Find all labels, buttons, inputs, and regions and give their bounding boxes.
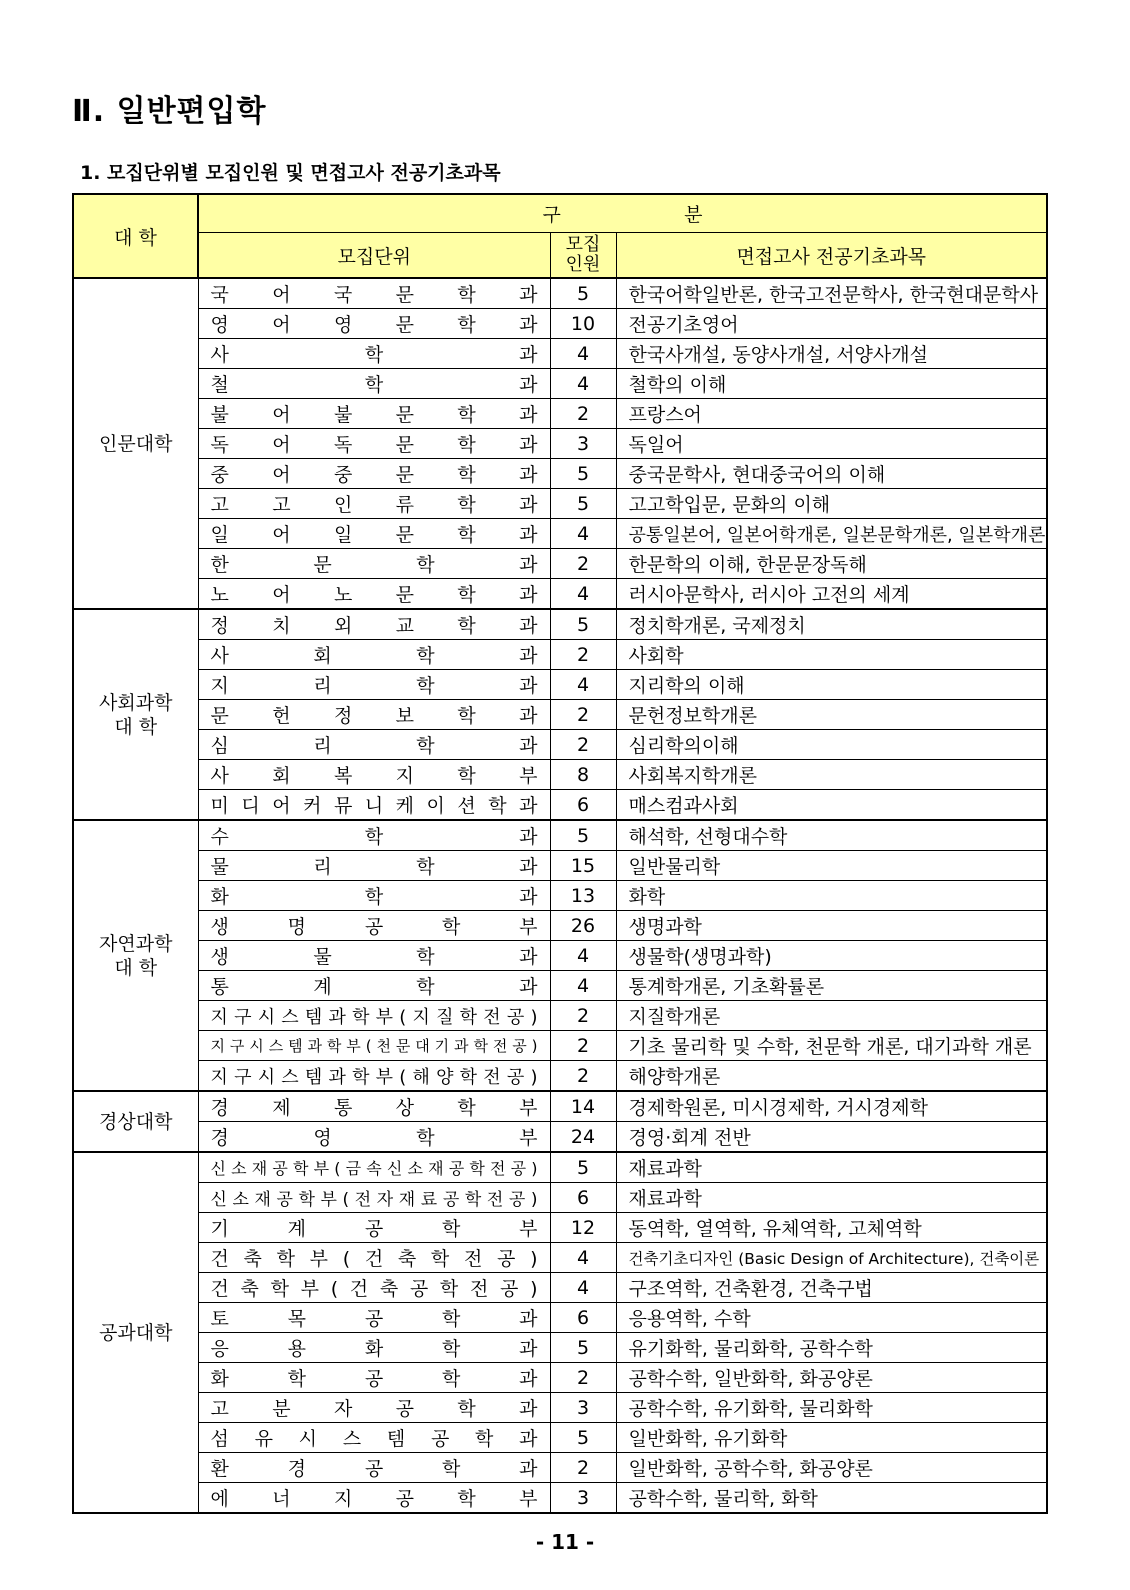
quota-cell: 4 [550, 369, 616, 399]
unit-name: 미 디 어 커 뮤 니 케 이 션 학 과 [210, 795, 538, 817]
subjects-cell: 철학의 이해 [616, 369, 1047, 399]
quota-cell: 26 [550, 911, 616, 941]
header-category: 구 분 [198, 194, 1047, 233]
subjects-cell: 지질학개론 [616, 1001, 1047, 1031]
unit-name: 화 학 공 학 과 [210, 1368, 538, 1390]
unit-cell [198, 1122, 550, 1153]
unit-cell [198, 1333, 550, 1363]
unit-name: 에 너 지 공 학 부 [210, 1488, 538, 1510]
header-unit: 모집단위 [198, 233, 550, 279]
quota-cell: 5 [550, 1423, 616, 1453]
table-row [73, 1243, 1047, 1273]
quota-cell: 15 [550, 851, 616, 881]
subjects-cell: 고고학입문, 문화의 이해 [616, 489, 1047, 519]
table-row [73, 1122, 1047, 1153]
subjects-cell: 독일어 [616, 429, 1047, 459]
college-name-line: 대 학 [114, 956, 158, 979]
unit-cell [198, 1453, 550, 1483]
unit-cell [198, 760, 550, 790]
unit-cell [198, 971, 550, 1001]
table-row [73, 519, 1047, 549]
unit-cell [198, 549, 550, 579]
unit-cell [198, 1303, 550, 1333]
table-row [73, 670, 1047, 700]
quota-cell: 10 [550, 309, 616, 339]
unit-name: 건 축 학 부 ( 건 축 공 학 전 공 ) [210, 1278, 538, 1300]
unit-name: 신 소 재 공 학 부 ( 금 속 신 소 재 공 학 전 공 ) [210, 1159, 538, 1178]
unit-name: 통 계 학 과 [210, 976, 538, 998]
unit-name: 문 헌 정 보 학 과 [210, 705, 538, 727]
subjects-cell: 해양학개론 [616, 1061, 1047, 1092]
table-row [73, 760, 1047, 790]
quota-cell: 2 [550, 1061, 616, 1092]
table-row [73, 429, 1047, 459]
subjects-cell: 통계학개론, 기초확률론 [616, 971, 1047, 1001]
subjects-cell: 건축기초디자인 (Basic Design of Architecture), 건축이론 [616, 1243, 1047, 1273]
unit-cell [198, 1243, 550, 1273]
quota-cell: 4 [550, 519, 616, 549]
unit-name: 섬 유 시 스 템 공 학 과 [210, 1428, 538, 1450]
quota-cell: 5 [550, 609, 616, 640]
subjects-cell: 프랑스어 [616, 399, 1047, 429]
quota-cell: 3 [550, 1483, 616, 1514]
quota-cell: 5 [550, 1152, 616, 1183]
quota-cell: 5 [550, 820, 616, 851]
subjects-cell: 일반물리학 [616, 851, 1047, 881]
subjects-cell: 재료과학 [616, 1183, 1047, 1213]
unit-cell [198, 579, 550, 610]
quota-cell: 2 [550, 730, 616, 760]
table-row [73, 489, 1047, 519]
unit-cell [198, 429, 550, 459]
table-row [73, 1453, 1047, 1483]
subjects-cell: 공학수학, 물리학, 화학 [616, 1483, 1047, 1514]
quota-cell: 24 [550, 1122, 616, 1153]
college-name: 경상대학 [73, 1091, 198, 1152]
unit-name: 중 어 중 문 학 과 [210, 464, 538, 486]
table-row [73, 1091, 1047, 1122]
unit-cell [198, 339, 550, 369]
unit-name: 신 소 재 공 학 부 ( 전 자 재 료 공 학 전 공 ) [210, 1190, 538, 1210]
subjects-cell: 생물학(생명과학) [616, 941, 1047, 971]
unit-cell [198, 1363, 550, 1393]
subjects-cell: 사회복지학개론 [616, 760, 1047, 790]
subjects-cell: 경영·회계 전반 [616, 1122, 1047, 1153]
subjects-cell: 기초 물리학 및 수학, 천문학 개론, 대기과학 개론 [616, 1031, 1047, 1061]
unit-name: 지 구 시 스 템 과 학 부 ( 천 문 대 기 과 학 전 공 ) [210, 1037, 538, 1055]
unit-cell [198, 730, 550, 760]
unit-name: 영 어 영 문 학 과 [210, 314, 538, 336]
unit-name: 경 제 통 상 학 부 [210, 1097, 538, 1119]
unit-cell [198, 609, 550, 640]
quota-cell: 2 [550, 1453, 616, 1483]
unit-name: 응 용 화 학 과 [210, 1338, 538, 1360]
unit-cell [198, 459, 550, 489]
subjects-cell: 한국어학일반론, 한국고전문학사, 한국현대문학사 [616, 278, 1047, 309]
unit-cell [198, 1001, 550, 1031]
unit-cell [198, 1183, 550, 1213]
quota-cell: 5 [550, 459, 616, 489]
quota-cell: 4 [550, 339, 616, 369]
table-row [73, 459, 1047, 489]
quota-cell: 5 [550, 489, 616, 519]
subjects-cell: 한문학의 이해, 한문문장독해 [616, 549, 1047, 579]
table-row [73, 579, 1047, 610]
unit-cell [198, 640, 550, 670]
unit-name: 고 분 자 공 학 과 [210, 1398, 538, 1420]
table-row [73, 1001, 1047, 1031]
table-row [73, 1423, 1047, 1453]
unit-name: 토 목 공 학 과 [210, 1308, 538, 1330]
unit-cell [198, 278, 550, 309]
quota-cell: 2 [550, 700, 616, 730]
college-name-line: 사회과학 [99, 691, 173, 714]
subjects-cell: 동역학, 열역학, 유체역학, 고체역학 [616, 1213, 1047, 1243]
table-row [73, 851, 1047, 881]
subjects-cell: 재료과학 [616, 1152, 1047, 1183]
unit-name: 국 어 국 문 학 과 [210, 284, 538, 306]
quota-cell: 13 [550, 881, 616, 911]
table-row [73, 1183, 1047, 1213]
college-name: 공과대학 [73, 1152, 198, 1513]
unit-name: 지 구 시 스 템 과 학 부 ( 해 양 학 전 공 ) [210, 1066, 538, 1088]
table-row [73, 1483, 1047, 1514]
subjects-cell: 한국사개설, 동양사개설, 서양사개설 [616, 339, 1047, 369]
table-row [73, 941, 1047, 971]
unit-name: 화 학 과 [210, 886, 538, 908]
quota-cell: 4 [550, 941, 616, 971]
unit-cell [198, 489, 550, 519]
table-row [73, 1303, 1047, 1333]
unit-name: 불 어 불 문 학 과 [210, 404, 538, 426]
unit-cell [198, 399, 550, 429]
table-row [73, 399, 1047, 429]
unit-cell [198, 941, 550, 971]
quota-cell: 4 [550, 670, 616, 700]
unit-name: 수 학 과 [210, 826, 538, 848]
unit-cell [198, 1061, 550, 1092]
unit-name: 생 물 학 과 [210, 946, 538, 968]
table-row [73, 640, 1047, 670]
unit-name: 한 문 학 과 [210, 554, 538, 576]
subjects-cell: 응용역학, 수학 [616, 1303, 1047, 1333]
subjects-cell: 사회학 [616, 640, 1047, 670]
college-name [73, 820, 198, 1091]
quota-cell: 2 [550, 1031, 616, 1061]
section-title: Ⅱ. 일반편입학 [72, 94, 267, 129]
unit-name: 건 축 학 부 ( 건 축 학 전 공 ) [210, 1248, 538, 1270]
unit-cell [198, 1031, 550, 1061]
unit-cell [198, 911, 550, 941]
unit-cell [198, 1213, 550, 1243]
college-name: 인문대학 [73, 278, 198, 609]
quota-cell: 4 [550, 579, 616, 610]
unit-name: 물 리 학 과 [210, 856, 538, 878]
quota-cell: 2 [550, 1363, 616, 1393]
admission-table [72, 193, 1048, 1514]
table-row [73, 309, 1047, 339]
quota-cell: 6 [550, 1183, 616, 1213]
subjects-cell: 유기화학, 물리화학, 공학수학 [616, 1333, 1047, 1363]
table-row [73, 790, 1047, 821]
table-row [73, 1152, 1047, 1183]
quota-cell: 5 [550, 278, 616, 309]
unit-name: 고 고 인 류 학 과 [210, 494, 538, 516]
unit-name: 경 영 학 부 [210, 1127, 538, 1149]
unit-cell [198, 1423, 550, 1453]
subjects-cell: 구조역학, 건축환경, 건축구법 [616, 1273, 1047, 1303]
unit-cell [198, 1483, 550, 1514]
quota-cell: 6 [550, 1303, 616, 1333]
table-row [73, 1333, 1047, 1363]
quota-cell: 2 [550, 549, 616, 579]
table-row [73, 1061, 1047, 1092]
table-row [73, 609, 1047, 640]
subjects-cell: 문헌정보학개론 [616, 700, 1047, 730]
table-row [73, 911, 1047, 941]
unit-name: 정 치 외 교 학 과 [210, 615, 538, 637]
unit-name: 지 구 시 스 템 과 학 부 ( 지 질 학 전 공 ) [210, 1006, 538, 1028]
subjects-cell: 화학 [616, 881, 1047, 911]
subsection-title: 1. 모집단위별 모집인원 및 면접고사 전공기초과목 [80, 162, 501, 184]
unit-name: 사 학 과 [210, 344, 538, 366]
quota-cell: 4 [550, 971, 616, 1001]
header-college: 대 학 [73, 194, 198, 278]
page-number: - 11 - [535, 1530, 595, 1554]
quota-cell: 4 [550, 1243, 616, 1273]
unit-cell [198, 820, 550, 851]
table-row [73, 339, 1047, 369]
table-row [73, 1213, 1047, 1243]
quota-cell: 2 [550, 399, 616, 429]
subjects-cell: 경제학원론, 미시경제학, 거시경제학 [616, 1091, 1047, 1122]
quota-cell: 3 [550, 1393, 616, 1423]
college-name-line: 자연과학 [99, 932, 173, 955]
unit-cell [198, 369, 550, 399]
unit-cell [198, 519, 550, 549]
table-row [73, 881, 1047, 911]
subjects-cell: 정치학개론, 국제정치 [616, 609, 1047, 640]
quota-cell: 12 [550, 1213, 616, 1243]
quota-cell: 2 [550, 640, 616, 670]
header-subjects: 면접고사 전공기초과목 [616, 233, 1047, 279]
unit-name: 심 리 학 과 [210, 735, 538, 757]
quota-cell: 4 [550, 1273, 616, 1303]
unit-name: 기 계 공 학 부 [210, 1218, 538, 1240]
subjects-cell: 일반화학, 유기화학 [616, 1423, 1047, 1453]
unit-cell [198, 700, 550, 730]
subjects-cell: 일반화학, 공학수학, 화공양론 [616, 1453, 1047, 1483]
subjects-cell: 매스컴과사회 [616, 790, 1047, 821]
unit-name: 노 어 노 문 학 과 [210, 584, 538, 606]
subjects-cell: 생명과학 [616, 911, 1047, 941]
unit-name: 환 경 공 학 과 [210, 1458, 538, 1480]
unit-cell [198, 851, 550, 881]
subjects-cell: 중국문학사, 현대중국어의 이해 [616, 459, 1047, 489]
unit-cell [198, 1091, 550, 1122]
unit-cell [198, 881, 550, 911]
table-row [73, 1363, 1047, 1393]
subjects-cell: 공학수학, 유기화학, 물리화학 [616, 1393, 1047, 1423]
college-name-line: 대 학 [114, 715, 158, 738]
college-name [73, 609, 198, 820]
unit-name: 사 회 복 지 학 부 [210, 765, 538, 787]
table-row [73, 820, 1047, 851]
unit-name: 일 어 일 문 학 과 [210, 524, 538, 546]
subjects-cell: 공학수학, 일반화학, 화공양론 [616, 1363, 1047, 1393]
subjects-cell: 심리학의이해 [616, 730, 1047, 760]
unit-name: 사 회 학 과 [210, 645, 538, 667]
subjects-cell: 러시아문학사, 러시아 고전의 세계 [616, 579, 1047, 610]
unit-cell [198, 1393, 550, 1423]
subjects-cell: 해석학, 선형대수학 [616, 820, 1047, 851]
table-row [73, 1393, 1047, 1423]
quota-cell: 8 [550, 760, 616, 790]
quota-cell: 6 [550, 790, 616, 821]
header-quota: 모집 인원 [550, 233, 616, 279]
table-row [73, 971, 1047, 1001]
table-row [73, 700, 1047, 730]
unit-cell [198, 1273, 550, 1303]
table-row [73, 730, 1047, 760]
table-row [73, 369, 1047, 399]
quota-cell: 2 [550, 1001, 616, 1031]
unit-name: 독 어 독 문 학 과 [210, 434, 538, 456]
unit-name: 생 명 공 학 부 [210, 916, 538, 938]
subjects-cell: 전공기초영어 [616, 309, 1047, 339]
quota-cell: 3 [550, 429, 616, 459]
table-row [73, 549, 1047, 579]
unit-name: 지 리 학 과 [210, 675, 538, 697]
quota-cell: 14 [550, 1091, 616, 1122]
table-row [73, 278, 1047, 309]
quota-cell: 5 [550, 1333, 616, 1363]
unit-cell [198, 670, 550, 700]
subjects-cell: 공통일본어, 일본어학개론, 일본문학개론, 일본학개론 [616, 519, 1047, 549]
unit-cell [198, 790, 550, 821]
unit-cell [198, 309, 550, 339]
unit-name: 철 학 과 [210, 374, 538, 396]
table-row [73, 1031, 1047, 1061]
table-row [73, 1273, 1047, 1303]
subjects-cell: 지리학의 이해 [616, 670, 1047, 700]
unit-cell [198, 1152, 550, 1183]
